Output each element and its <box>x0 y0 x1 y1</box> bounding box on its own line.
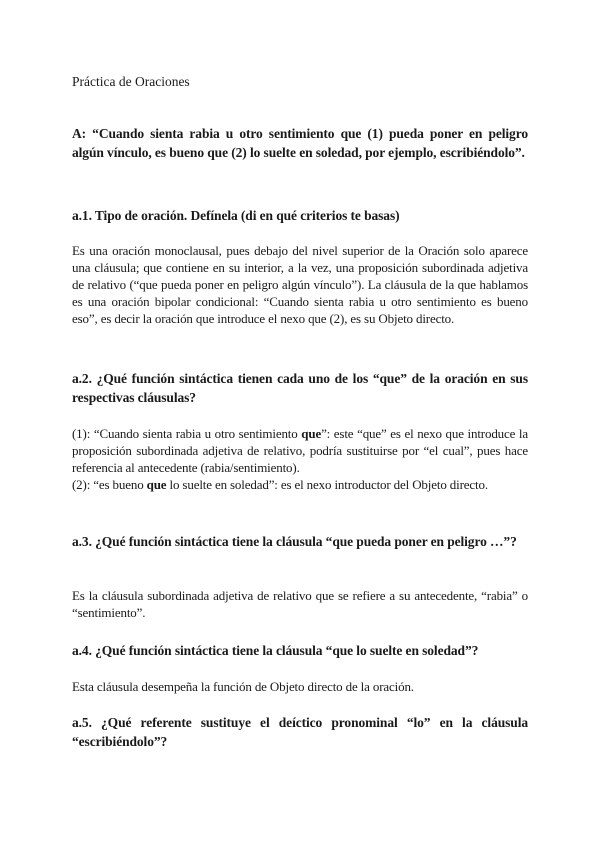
answer-a2-item-2-rest: lo suelte en soledad”: es el nexo introductor del Objeto directo. <box>166 477 488 492</box>
answer-a2-item-1-text: (1): “Cuando sienta rabia u otro sentimiento <box>72 426 302 441</box>
document-title: Práctica de Oraciones <box>72 74 190 89</box>
answer-a3: Es la cláusula subordinada adjetiva de relativo que se refiere a su antecedente, “rabia” o “sentimiento”. <box>72 588 528 620</box>
answer-a2-item-1-rest: ”: este “que” es el nexo que introduce la proposición subordinada adjetiva de relativo, podría sustituirse por “el cual”, pues hace referencia al antecedente (rabia/sentimiento). <box>72 426 528 475</box>
answer-a1: Es una oración monoclausal, pues debajo del nivel superior de la Oración solo aparece una cláusula; que contiene en su interior, a la vez, una proposición subordinada adjetiva de relativo (“que pueda poner en peligro algún vínculo”). La cláusula de la que hablamos es una oración bipolar condicional: “Cuando sienta rabia u otro sentimiento es bueno eso”, es decir la oración que introduce el nexo que (2), es su Objeto directo. <box>72 243 528 326</box>
question-a4-heading: a.4. ¿Qué función sintáctica tiene la cláusula “que lo suelte en soledad”? <box>72 643 479 658</box>
answer-a2-item-1-keyword: que <box>301 426 322 441</box>
question-a2-heading: a.2. ¿Qué función sintáctica tienen cada uno de los “que” de la oración en sus respectivas cláusulas? <box>72 371 528 405</box>
answer-a2 <box>72 425 528 493</box>
answer-a4: Esta cláusula desempeña la función de Objeto directo de la oración. <box>72 679 414 694</box>
sentence-heading: A: “Cuando sienta rabia u otro sentimiento que (1) pueda poner en peligro algún vínculo, es bueno que (2) lo suelte en soledad, por ejemplo, escribiéndolo”. <box>72 126 528 160</box>
question-a3-heading: a.3. ¿Qué función sintáctica tiene la cláusula “que pueda poner en peligro …”? <box>72 534 517 549</box>
question-a5-heading: a.5. ¿Qué referente sustituye el deíctico pronominal “lo” en la cláusula “escribiéndolo”? <box>72 715 528 749</box>
question-a1-heading: a.1. Tipo de oración. Defínela (di en qué criterios te basas) <box>72 208 400 223</box>
answer-a2-item-1 <box>72 425 528 476</box>
answer-a2-item-2-keyword: que <box>146 477 167 492</box>
answer-a2-item-2-text: (2): “es bueno <box>72 477 147 492</box>
answer-a2-item-2 <box>72 476 528 493</box>
